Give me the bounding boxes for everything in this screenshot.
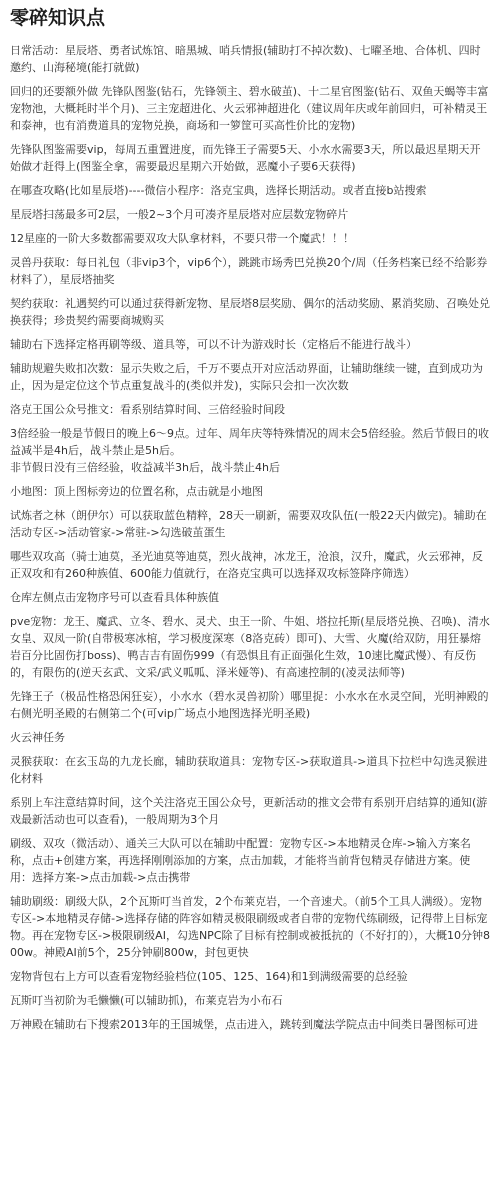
- page-title: 零碎知识点: [10, 7, 106, 29]
- note-spirit-pill: 灵兽丹获取：每日礼包（非vip3个，vip6个），跳跳市场秀巴兑换20个/周（任务档案已经不给影券材料了），星辰塔抽奖: [10, 256, 488, 286]
- note-minimap: 小地图：顶上图标旁边的位置名称，点击就是小地图: [10, 485, 263, 498]
- note-pantheon: 万神殿在辅助右下搜索2013年的王国城堡，点击进入，跳转到魔法学院点击中间类日暑图标可进: [10, 1018, 478, 1031]
- note-gas-dingdang: 瓦斯叮当初阶为毛懒懒(可以辅助抓)，布莱克岩为小布石: [10, 994, 283, 1007]
- note-assist-freeze: 辅助右下选择定格再刷等级、道具等，可以不计为游戏时长（定格后不能进行战斗）: [10, 338, 417, 351]
- note-official-account: 洛克王国公众号推文：看系别结算时间、三倍经验时间段: [10, 403, 285, 416]
- note-assist-failure: 辅助规避失败扣次数：显示失败之后，千万不要点开对应活动界面，让辅助继续一键，直到成功为止，因为是定位这个节点重复战斗的(类似并发)，实际只会扣一次次数: [10, 362, 483, 392]
- note-element-settlement: 系别上车注意结算时间，这个关注洛克王国公众号，更新活动的推文会带有系别开启结算的通知(游戏最新活动也可以查看)，一般周期为3个月: [10, 796, 488, 826]
- section-fire-god-task: 火云神任务: [10, 731, 65, 744]
- note-trial-forest: 试炼者之林（朗伊尔）可以获取蓝色精粹，28天一刷新，需要双攻队伍(一般22天内做完)。辅助在活动专区->活动管家->常驻->勾选破茧蛋生: [10, 509, 487, 539]
- note-triple-exp: 3倍经验一般是节假日的晚上6～9点。过年、周年庆等特殊情况的周末会5倍经验。然后节假日的收益减半是4h后，战斗禁止是5h后。: [10, 427, 489, 457]
- note-vanguard-prince: 先锋王子（极品性格恐闲狂妄），小水水（碧水灵兽初阶）哪里捉：小水水在水灵空间，光明神殿的右侧光明圣殿的右侧第二个(可vip广场点小地图选择光明圣殿): [10, 690, 489, 720]
- note-double-attack: 哪些双攻高（骑士迪莫，圣光迪莫等迪莫，烈火战神，冰龙王，沧浪，汉升，魔武，火云邪神，反正双攻和有260种族值、600能力值就行，在洛克宝典可以选择双攻标签降序筛选）: [10, 550, 483, 580]
- note-star-tower-sweep: 星辰塔扫荡最多可2层，一般2~3个月可凑齐星辰塔对应层数宠物碎片: [10, 208, 349, 221]
- note-contract: 契约获取：礼遇契约可以通过获得新宠物、星辰塔8层奖励、偶尔的活动奖励、累消奖励、召唤处兑换获得；珍贵契约需要商城购买: [10, 297, 490, 327]
- note-team-config: 刷级、双攻（微活动）、通关三大队可以在辅助中配置：宠物专区->本地精灵仓库->输入方案名称，点击+创建方案，再选择刚刚添加的方案，点击加载，才能将当前背包精灵存储进方案。使用：选择方案->点击加载->点击携带: [10, 837, 471, 884]
- note-returning-players: 回归的还要额外做 先锋队图鉴(钻石，先锋领主、碧水破茧)、十二星官图鉴(钻石、双鱼天蝎等丰富宠物池，大概耗时半个月)、三主宠超进化、火云邪神超进化（建议周年庆或年前回归，可补精灵王和泰神，也有消费道具的宠物兑换，商场和一箩筐可买高性价比的宠物): [10, 85, 489, 132]
- note-assist-leveling: 辅助刷级：刷级大队，2个瓦斯叮当首发，2个布莱克岩，一个音速犬。（前5个工具人满级）。宠物专区->本地精灵存储->选择存储的阵容如精灵极限刷级或者自带的宠物代练刷级，记得带上目标宠物。再在宠物专区->极限刷级AI，勾选NPC除了目标有控制或被抵抗的（不好打的），大概10分钟800w。神殿AI前5个，25分钟刷800w，封包更快: [10, 895, 490, 959]
- note-warehouse-stats: 仓库左侧点击宠物序号可以查看具体种族值: [10, 591, 219, 604]
- note-guide-lookup: 在哪查攻略(比如星辰塔)----微信小程序：洛克宝典，选择长期活动。或者直接b站搜索: [10, 184, 427, 197]
- note-pve-pets: pve宠物：龙王、魔武、立冬、碧水、灵犬、虫王一阶、牛姐、塔拉托斯(星辰塔兑换、召唤)、清水女皇、双凤一阶(自带极寒冰棺，学习极度深寒（8洛克砖）即可)、大雪、火魔(给双防，用狂暴熔岩百分比固伤打boss)、鸭吉吉有固伤999（有恐惧且有正面强化生效，10速比魔武慢）、有反伤的，有限伤的(逆天玄武、文采/武义呱呱、泽米娅等)、有高速控制的(凌灵法师等): [10, 615, 490, 679]
- note-exp-tiers: 宠物背包右上方可以查看宠物经验档位(105、125、164)和1到满级需要的总经验: [10, 970, 408, 983]
- note-zodiac-materials: 12星座的一阶大多数都需要双攻大队拿材料，不要只带一个魔武！！！: [10, 232, 354, 245]
- note-non-holiday-exp: 非节假日没有三倍经验，收益减半3h后，战斗禁止4h后: [10, 461, 280, 474]
- note-daily-activities: 日常活动：星辰塔、勇者试炼馆、暗黑城、哨兵情报(辅助打不掉次数)、七曜圣地、合体机、四时邀约、山海秘境(能打就做): [10, 44, 481, 74]
- note-vanguard-atlas: 先锋队图鉴需要vip，每周五重置进度，而先锋王子需要5天、小水水需要3天，所以最迟星期天开始做才赶得上(图鉴全拿，需要最迟星期六开始做，恶魔小子要6天获得): [10, 143, 481, 173]
- note-spirit-monkey: 灵猴获取：在玄玉岛的九龙长廊，辅助获取道具：宠物专区->获取道具->道具下拉栏中勾选灵猴进化材料: [10, 755, 488, 785]
